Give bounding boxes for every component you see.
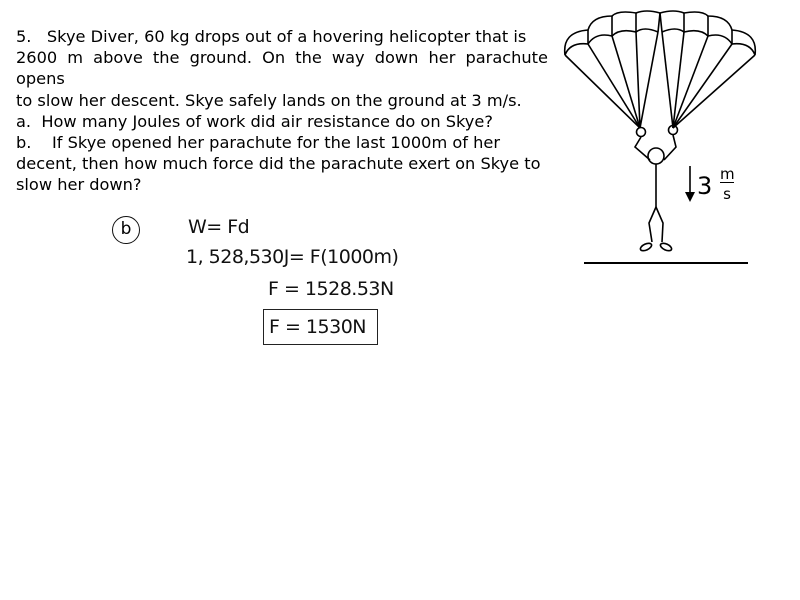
unit-numerator: m	[720, 165, 735, 183]
problem-line: to slow her descent. Skye safely lands on the ground at 3 m/s.	[16, 90, 522, 110]
work-formula: W= Fd	[188, 216, 250, 238]
work-substitution: 1, 528,530J= F(1000m)	[186, 246, 399, 268]
problem-line: decent, then how much force did the parachute exert on Skye to	[16, 154, 541, 174]
parachute-diagram	[560, 10, 760, 270]
question-b: b. If Skye opened her parachute for the last 1000m of her	[16, 133, 501, 153]
problem-line: 5. Skye Diver, 60 kg drops out of a hovering helicopter that is	[16, 27, 527, 46]
final-answer: F = 1530N	[269, 316, 366, 338]
speed-value: 3	[697, 172, 713, 200]
question-a: a. How many Joules of work did air resistance do on Skye?	[16, 111, 493, 131]
problem-statement	[16, 26, 548, 196]
part-b-label: b	[112, 216, 140, 244]
force-result: F = 1528.53N	[268, 278, 394, 300]
problem-line: slow her down?	[16, 175, 142, 195]
final-answer-box	[263, 309, 378, 345]
unit-denominator: s	[723, 185, 731, 203]
parachutist-icon	[560, 10, 760, 270]
problem-line: 2600 m above the ground. On the way down her parachute opens	[16, 48, 548, 89]
